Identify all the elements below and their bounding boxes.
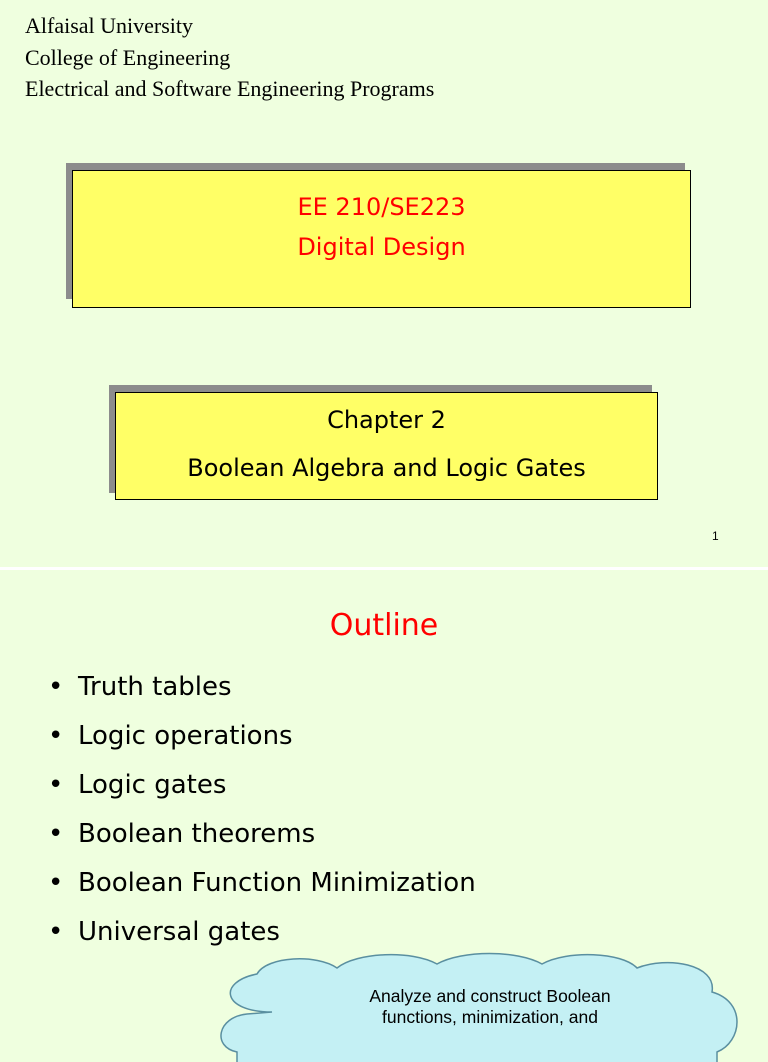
outline-title: Outline [329,608,439,643]
bullet-icon: • [48,721,64,751]
college-name: College of Engineering [25,44,231,70]
bullet-text: Universal gates [78,917,280,947]
outline-slide [0,570,768,1027]
program-name: Electrical and Software Engineering Programs [25,76,435,101]
bullet-icon: • [48,672,64,702]
bullet-text: Boolean theorems [78,819,316,849]
institution-header [25,10,434,105]
cloud-line: functions, minimization, and [382,1007,598,1027]
bullet-icon: • [48,819,64,849]
cloud-callout-text [300,986,680,1028]
chapter-title: Boolean Algebra and Logic Gates [187,454,586,482]
bullet-text: Boolean Function Minimization [78,868,476,898]
course-code: EE 210/SE223 [297,193,466,221]
outline-bullet-list [48,663,476,957]
list-item [48,663,476,712]
chapter-number: Chapter 2 [327,406,446,434]
list-item [48,859,476,908]
bullet-icon: • [48,868,64,898]
list-item [48,712,476,761]
page-number: 1 [712,529,719,543]
cloud-line: Analyze and construct Boolean [369,986,611,1006]
chapter-title-box [115,392,658,500]
course-title-box [72,170,691,308]
bullet-icon: • [48,770,64,800]
course-name: Digital Design [297,233,466,261]
list-item [48,761,476,810]
university-name: Alfaisal University [25,13,194,38]
bullet-text: Logic gates [78,770,227,800]
list-item [48,908,476,957]
bullet-icon: • [48,917,64,947]
list-item [48,810,476,859]
bullet-text: Logic operations [78,721,293,751]
bullet-text: Truth tables [78,672,232,702]
